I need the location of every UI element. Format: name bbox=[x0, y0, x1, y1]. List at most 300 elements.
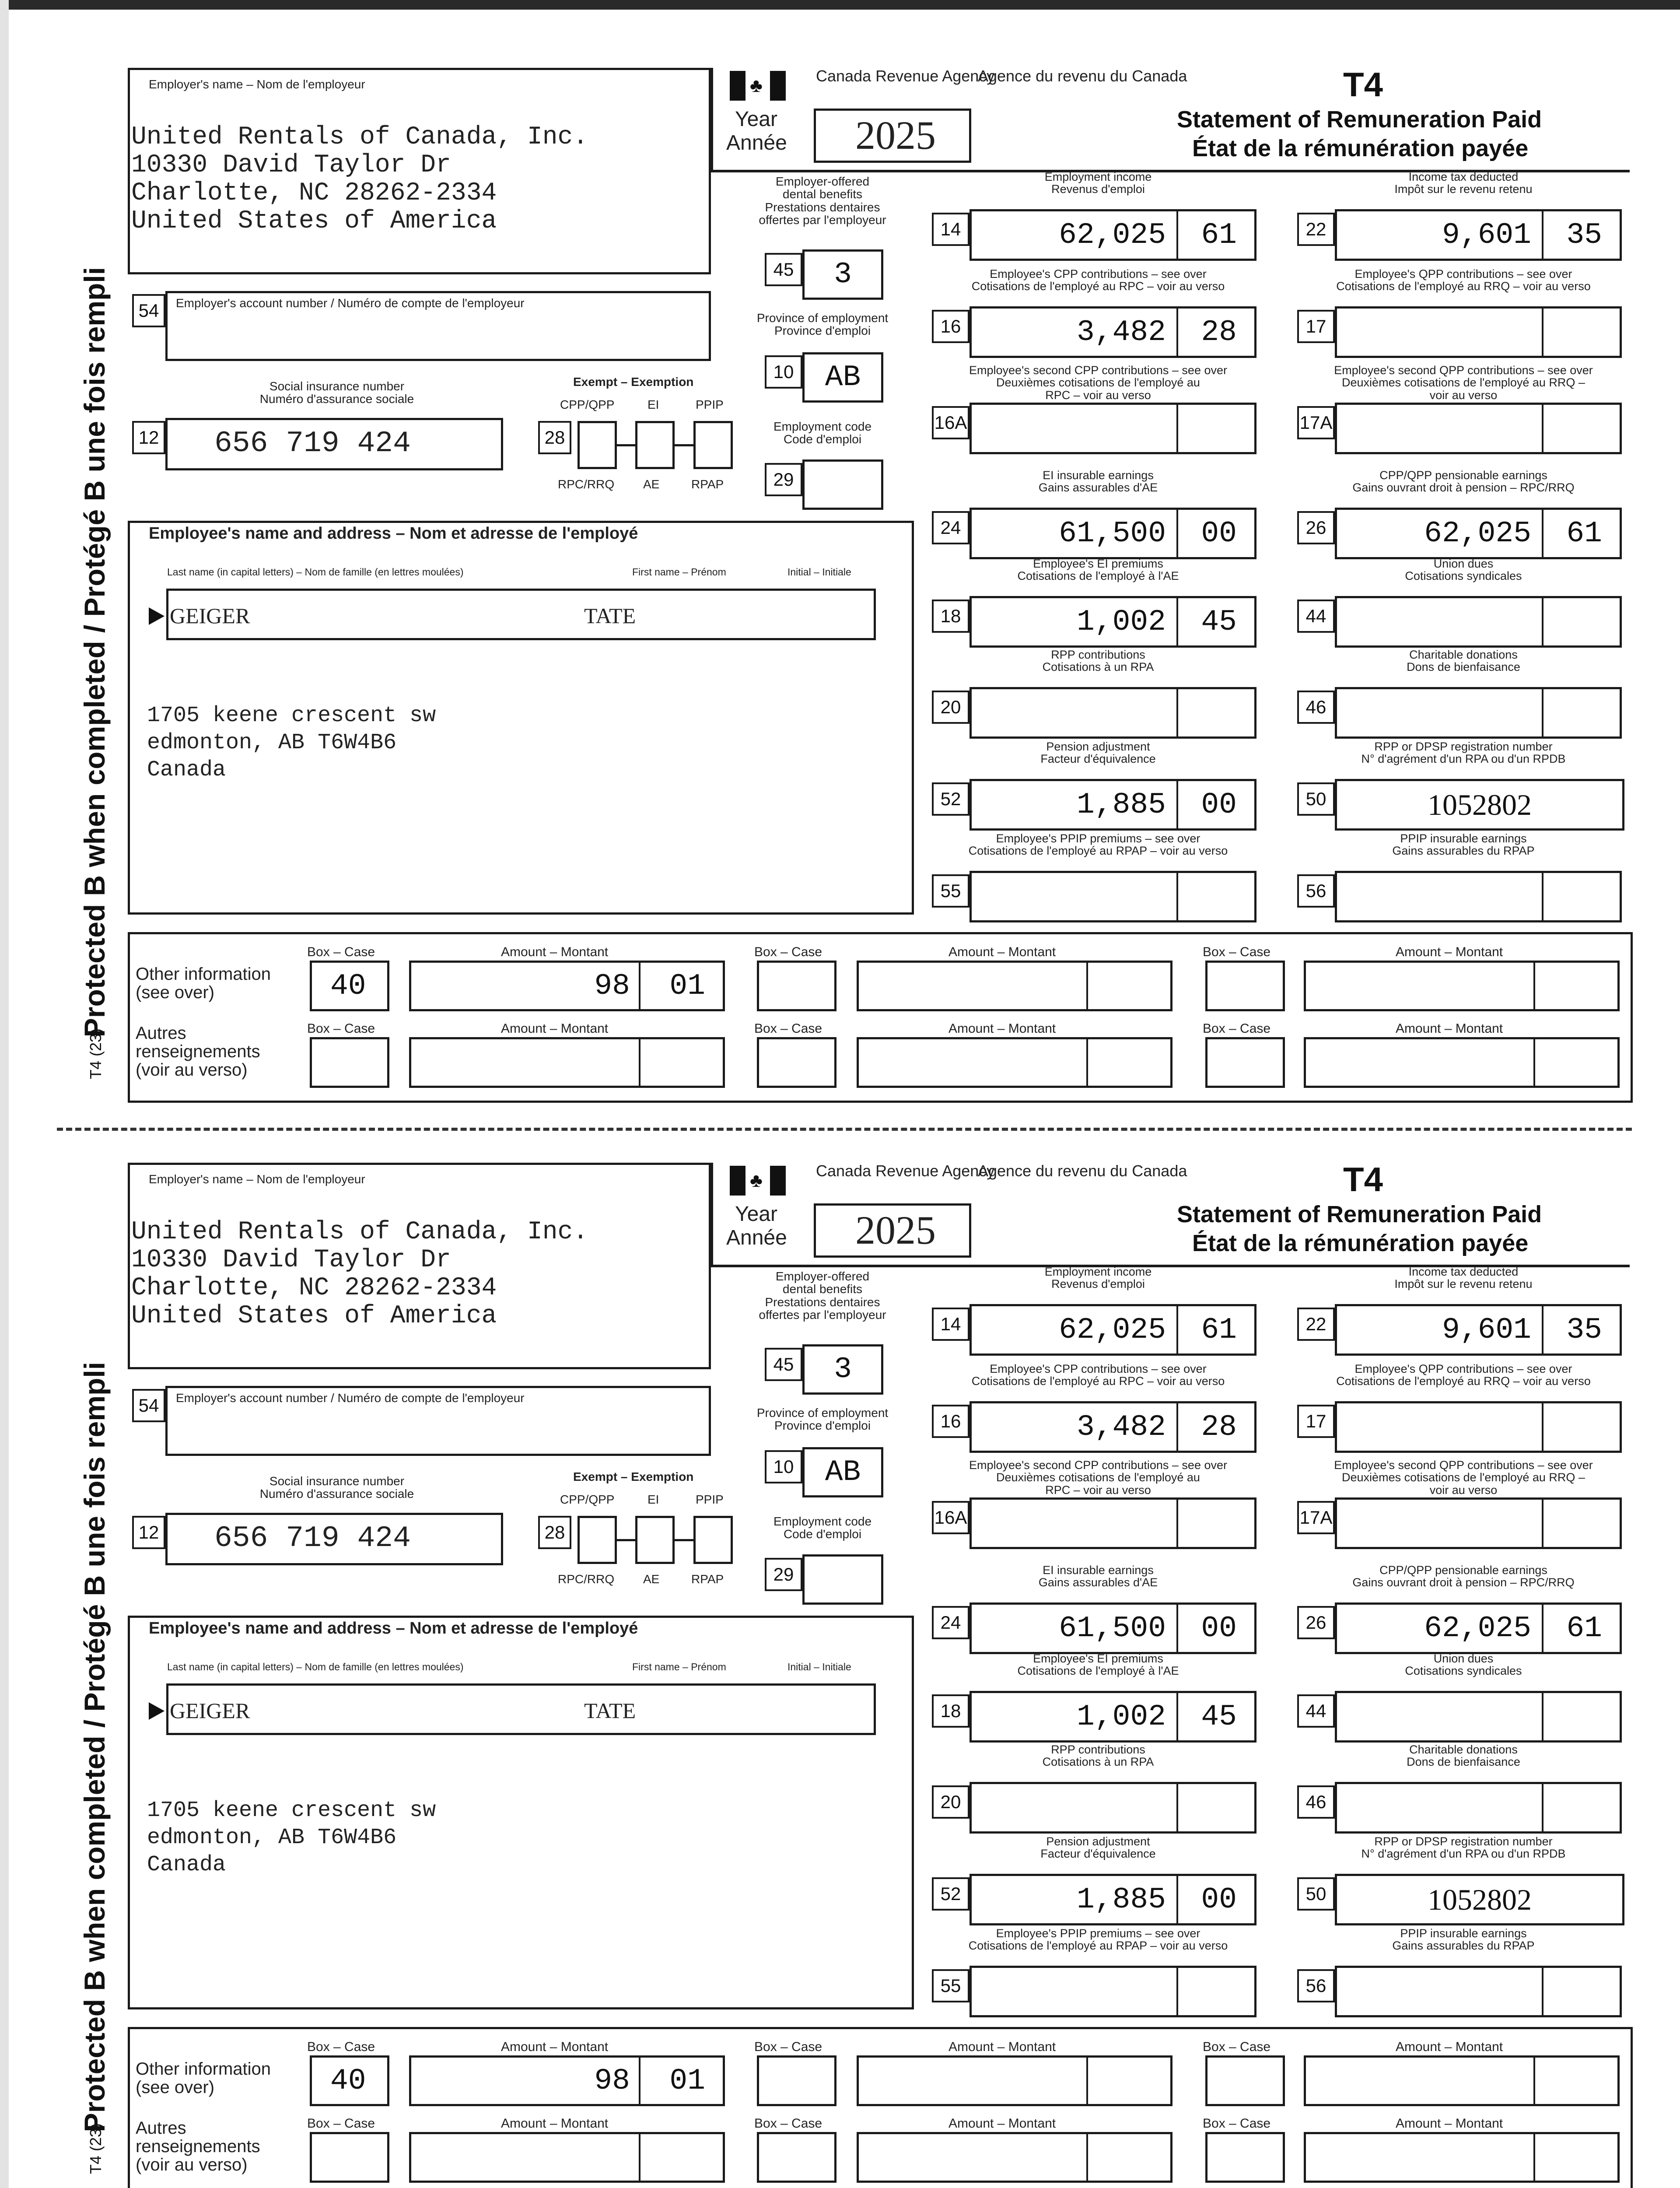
pension-adjustment-cents: 00 bbox=[1201, 1883, 1237, 1917]
cents-divider bbox=[1176, 1968, 1178, 2015]
exempt-cpp-checkbox[interactable] bbox=[578, 1516, 617, 1564]
first-name-label: First name – Prénom bbox=[632, 1661, 726, 1673]
income-tax-deducted-dollars: 9,601 bbox=[1442, 218, 1531, 252]
amount-label: Amount – Montant bbox=[948, 945, 1056, 959]
exempt-cpp-label: CPP/QPP bbox=[560, 1493, 615, 1506]
charitable-donations-field[interactable] bbox=[1335, 687, 1622, 739]
box-number-10: 10 bbox=[765, 355, 802, 389]
ppip-insurable-earnings-field[interactable] bbox=[1335, 1966, 1622, 2017]
cents-divider bbox=[1542, 1605, 1544, 1652]
box-case-label: Box – Case bbox=[1203, 945, 1271, 959]
other-info-box-code-field[interactable] bbox=[310, 1037, 389, 1088]
income-tax-deducted-label: Income tax deducted Impôt sur le revenu retenu bbox=[1394, 170, 1533, 196]
box-number-14: 14 bbox=[932, 1308, 970, 1341]
box-case-label: Box – Case bbox=[1203, 2116, 1271, 2131]
other-info-amount-dollars: 98 bbox=[594, 969, 630, 1003]
other-info-box-code-field[interactable] bbox=[1205, 1037, 1285, 1088]
agency-fr: Agence du revenu du Canada bbox=[978, 1162, 1187, 1180]
ei-premiums-dollars: 1,002 bbox=[1076, 1700, 1166, 1734]
box-number-17: 17 bbox=[1297, 1405, 1335, 1438]
employee-last-name: GEIGER bbox=[170, 603, 250, 628]
cents-divider bbox=[639, 2134, 640, 2181]
cents-divider bbox=[1176, 405, 1178, 452]
form-title-en: Statement of Remuneration Paid bbox=[1177, 106, 1542, 133]
cents-divider bbox=[1542, 1403, 1544, 1451]
ppip-premiums-field[interactable] bbox=[970, 1966, 1256, 2017]
sin-value: 656 719 424 bbox=[214, 1522, 411, 1555]
box-number-56: 56 bbox=[1297, 1969, 1335, 2002]
exempt-connector bbox=[617, 1539, 635, 1541]
qpp-contributions-label: Employee's QPP contributions – see over Cotisations de l'employé au RRQ – voir au verso bbox=[1336, 267, 1591, 293]
other-info-box-code-field[interactable] bbox=[1205, 2055, 1285, 2106]
other-info-box-code-field[interactable] bbox=[757, 961, 836, 1011]
exempt-cpp-checkbox[interactable] bbox=[578, 421, 617, 469]
box-number-26: 26 bbox=[1297, 1606, 1335, 1639]
t4-copy-bottom bbox=[0, 1095, 1680, 2180]
sin-label: Social insurance number Numéro d'assurance sociale bbox=[259, 379, 414, 406]
rpp-registration-number-value: 1052802 bbox=[1428, 1883, 1532, 1916]
cents-divider bbox=[1176, 873, 1178, 920]
pension-adjustment-field[interactable] bbox=[970, 779, 1256, 831]
other-info-label-en: Other information (see over) bbox=[136, 2059, 271, 2097]
year-label-fr: Année bbox=[726, 1226, 787, 1249]
box-number-14: 14 bbox=[932, 213, 970, 246]
pension-adjustment-field[interactable] bbox=[970, 1874, 1256, 1925]
agency-en: Canada Revenue Agency bbox=[816, 67, 995, 85]
exempt-connector bbox=[675, 444, 693, 446]
exempt-connector bbox=[617, 444, 635, 446]
second-cpp-contributions-field[interactable] bbox=[970, 1497, 1256, 1549]
employer-name-value: United Rentals of Canada, Inc. bbox=[131, 1218, 588, 1246]
rpp-registration-number-label: RPP or DPSP registration number N° d'agrément d'un RPA ou d'un RPDB bbox=[1361, 740, 1566, 766]
employer-address-line1: 10330 David Taylor Dr bbox=[131, 151, 451, 179]
other-info-box-code-field[interactable] bbox=[757, 2055, 836, 2106]
other-info-amount-field[interactable] bbox=[1304, 2132, 1620, 2183]
cents-divider bbox=[1176, 510, 1178, 557]
employee-last-name: GEIGER bbox=[170, 1698, 250, 1723]
protected-b-notice: Protected B when completed / Protégé B une fois rempli bbox=[78, 267, 111, 1038]
employee-address-line3: Canada bbox=[147, 757, 226, 782]
province-field[interactable] bbox=[802, 352, 883, 403]
cpp-contributions-label: Employee's CPP contributions – see over Cotisations de l'employé au RPC – voir au verso bbox=[971, 267, 1225, 293]
flag-bar-left bbox=[730, 71, 746, 101]
other-info-amount-field[interactable] bbox=[857, 1037, 1172, 1088]
box-case-label: Box – Case bbox=[754, 945, 822, 959]
pensionable-earnings-field[interactable] bbox=[1335, 508, 1622, 559]
cents-divider bbox=[1176, 1605, 1178, 1652]
employment-income-dollars: 62,025 bbox=[1059, 218, 1166, 252]
initial-label: Initial – Initiale bbox=[788, 566, 851, 578]
other-info-amount-dollars: 98 bbox=[594, 2064, 630, 2098]
pensionable-earnings-dollars: 62,025 bbox=[1424, 516, 1531, 551]
form-code-vertical: T4 (23) bbox=[87, 1028, 105, 1080]
year-label-fr: Année bbox=[726, 131, 787, 154]
ppip-insurable-earnings-label: PPIP insurable earnings Gains assurables du RPAP bbox=[1392, 832, 1535, 858]
box-number-52: 52 bbox=[932, 1877, 970, 1911]
amount-label: Amount – Montant bbox=[501, 2116, 609, 2131]
exempt-ei-label: EI bbox=[648, 1493, 659, 1506]
employer-account-label: Employer's account number / Numéro de compte de l'employeur bbox=[176, 296, 525, 310]
second-cpp-contributions-label: Employee's second CPP contributions – see over Deuxièmes cotisations de l'employé au RPC – voir au verso bbox=[969, 364, 1227, 402]
pensionable-earnings-cents: 61 bbox=[1566, 1611, 1602, 1645]
employer-name-label: Employer's name – Nom de l'employeur bbox=[149, 1172, 365, 1186]
employee-first-name: TATE bbox=[584, 1698, 636, 1723]
pensionable-earnings-cents: 61 bbox=[1566, 516, 1602, 551]
other-info-amount-cents: 01 bbox=[669, 969, 705, 1003]
pension-adjustment-label: Pension adjustment Facteur d'équivalence bbox=[1040, 740, 1156, 766]
box-number-20: 20 bbox=[932, 691, 970, 724]
form-title-fr: État de la rémunération payée bbox=[1192, 135, 1529, 161]
union-dues-field[interactable] bbox=[1335, 596, 1622, 648]
second-qpp-contributions-field[interactable] bbox=[1335, 403, 1622, 454]
box-number-16: 16 bbox=[932, 1405, 970, 1438]
form-title-en: Statement of Remuneration Paid bbox=[1177, 1201, 1542, 1227]
employer-address bbox=[131, 1218, 588, 1330]
cents-divider bbox=[1542, 211, 1544, 259]
cents-divider bbox=[1542, 1500, 1544, 1547]
cents-divider bbox=[1542, 1306, 1544, 1353]
year-value: 2025 bbox=[855, 1208, 936, 1252]
initial-label: Initial – Initiale bbox=[788, 1661, 851, 1673]
income-tax-deducted-field[interactable] bbox=[1335, 1304, 1622, 1356]
box-number-24: 24 bbox=[932, 1606, 970, 1639]
income-tax-deducted-field[interactable] bbox=[1335, 209, 1622, 261]
year-label-en: Year bbox=[735, 1203, 777, 1226]
other-info-box-code-field[interactable] bbox=[310, 2055, 389, 2106]
employer-address bbox=[131, 123, 588, 235]
province-label: Province of employment Province d'emploi bbox=[756, 1406, 889, 1433]
box-number-18: 18 bbox=[932, 1694, 970, 1728]
employment-income-label: Employment income Revenus d'emploi bbox=[1044, 170, 1152, 196]
cents-divider bbox=[1176, 1876, 1178, 1923]
exempt-rpc-label: RPC/RRQ bbox=[558, 1572, 615, 1586]
second-qpp-contributions-field[interactable] bbox=[1335, 1497, 1622, 1549]
ei-insurable-earnings-field[interactable] bbox=[970, 1602, 1256, 1654]
second-cpp-contributions-field[interactable] bbox=[970, 403, 1256, 454]
box-number-45: 45 bbox=[765, 1348, 802, 1381]
box-number-29: 29 bbox=[765, 1558, 802, 1591]
ei-premiums-cents: 45 bbox=[1201, 605, 1237, 639]
cents-divider bbox=[639, 2058, 640, 2104]
box-case-label: Box – Case bbox=[307, 945, 375, 959]
other-info-box-code-field[interactable] bbox=[310, 961, 389, 1011]
cents-divider bbox=[1542, 1784, 1544, 1831]
second-qpp-contributions-label: Employee's second QPP contributions – see over Deuxièmes cotisations de l'employé au RRQ – voir au verso bbox=[1334, 364, 1593, 402]
employee-name-label: Employee's name and address – Nom et adresse de l'employé bbox=[149, 1619, 638, 1637]
box-case-label: Box – Case bbox=[307, 2116, 375, 2131]
other-info-amount-field[interactable] bbox=[857, 961, 1172, 1011]
other-info-amount-field[interactable] bbox=[409, 2055, 725, 2106]
other-info-box-code-field[interactable] bbox=[1205, 961, 1285, 1011]
other-info-box-code-field[interactable] bbox=[310, 2132, 389, 2183]
other-info-label-fr: Autres renseignements (voir au verso) bbox=[136, 2118, 260, 2174]
rpp-contributions-field[interactable] bbox=[970, 1782, 1256, 1834]
cents-divider bbox=[1176, 1693, 1178, 1740]
box-number-10: 10 bbox=[765, 1450, 802, 1483]
amount-label: Amount – Montant bbox=[948, 2116, 1056, 2131]
exempt-ppip-checkbox[interactable] bbox=[693, 421, 733, 469]
cents-divider bbox=[1176, 309, 1178, 356]
amount-label: Amount – Montant bbox=[501, 1021, 609, 1036]
dental-benefits-field[interactable] bbox=[802, 249, 883, 300]
last-name-label: Last name (in capital letters) – Nom de famille (en lettres moulées) bbox=[167, 566, 464, 578]
box-case-label: Box – Case bbox=[307, 2040, 375, 2054]
protected-b-notice: Protected B when completed / Protégé B une fois rempli bbox=[78, 1362, 111, 2132]
employee-address-line1: 1705 keene crescent sw bbox=[147, 1798, 436, 1823]
employee-first-name: TATE bbox=[584, 603, 636, 628]
province-label: Province of employment Province d'emploi bbox=[756, 311, 889, 338]
cents-divider bbox=[1542, 1693, 1544, 1740]
qpp-contributions-label: Employee's QPP contributions – see over Cotisations de l'employé au RRQ – voir au verso bbox=[1336, 1362, 1591, 1388]
charitable-donations-label: Charitable donations Dons de bienfaisance bbox=[1407, 1743, 1520, 1769]
union-dues-label: Union dues Cotisations syndicales bbox=[1405, 1652, 1522, 1678]
form-code: T4 bbox=[1343, 65, 1383, 104]
exempt-cpp-label: CPP/QPP bbox=[560, 398, 615, 411]
qpp-contributions-field[interactable] bbox=[1335, 306, 1622, 358]
employment-code-field[interactable] bbox=[802, 459, 883, 510]
employee-name-field[interactable] bbox=[166, 589, 876, 640]
box-number-28: 28 bbox=[538, 421, 571, 454]
box-number-54: 54 bbox=[132, 1389, 165, 1422]
other-info-label-en: Other information (see over) bbox=[136, 964, 271, 1002]
second-qpp-contributions-label: Employee's second QPP contributions – see over Deuxièmes cotisations de l'employé au RRQ – voir au verso bbox=[1334, 1459, 1593, 1497]
ei-insurable-earnings-cents: 00 bbox=[1201, 516, 1237, 551]
employer-address-line2: Charlotte, NC 28262-2334 bbox=[131, 179, 497, 207]
box-number-17: 17 bbox=[1297, 310, 1335, 343]
employee-address-line3: Canada bbox=[147, 1852, 226, 1877]
employee-address bbox=[147, 702, 436, 784]
other-info-amount-field[interactable] bbox=[409, 1037, 725, 1088]
arrow-icon bbox=[149, 1702, 164, 1720]
pensionable-earnings-field[interactable] bbox=[1335, 1602, 1622, 1654]
employee-address-line2: edmonton, AB T6W4B6 bbox=[147, 1825, 397, 1850]
union-dues-field[interactable] bbox=[1335, 1691, 1622, 1743]
box-number-44: 44 bbox=[1297, 600, 1335, 633]
employment-income-field[interactable] bbox=[970, 209, 1256, 261]
other-info-amount-field[interactable] bbox=[857, 2055, 1172, 2106]
ei-premiums-cents: 45 bbox=[1201, 1700, 1237, 1734]
other-info-amount-field[interactable] bbox=[1304, 961, 1620, 1011]
employer-name-label: Employer's name – Nom de l'employeur bbox=[149, 77, 365, 91]
header-divider bbox=[711, 1163, 713, 1266]
ei-premiums-field[interactable] bbox=[970, 1691, 1256, 1743]
pension-adjustment-cents: 00 bbox=[1201, 788, 1237, 822]
other-info-box-code-field[interactable] bbox=[1205, 2132, 1285, 2183]
income-tax-deducted-cents: 35 bbox=[1566, 1313, 1602, 1347]
qpp-contributions-field[interactable] bbox=[1335, 1401, 1622, 1453]
cents-divider bbox=[1086, 2134, 1088, 2181]
cents-divider bbox=[1542, 309, 1544, 356]
other-info-box-code-field[interactable] bbox=[757, 1037, 836, 1088]
sin-value: 656 719 424 bbox=[214, 427, 411, 460]
box-number-22: 22 bbox=[1297, 213, 1335, 246]
box-number-16A: 16A bbox=[932, 406, 970, 439]
box-number-17A: 17A bbox=[1297, 406, 1335, 439]
employer-address-line3: United States of America bbox=[131, 1302, 497, 1330]
box-number-18: 18 bbox=[932, 600, 970, 633]
ei-premiums-dollars: 1,002 bbox=[1076, 605, 1166, 639]
charitable-donations-field[interactable] bbox=[1335, 1782, 1622, 1834]
other-info-amount-field[interactable] bbox=[857, 2132, 1172, 2183]
box-case-label: Box – Case bbox=[307, 1021, 375, 1036]
exempt-ae-label: AE bbox=[643, 477, 660, 491]
amount-label: Amount – Montant bbox=[948, 2040, 1056, 2054]
box-number-12: 12 bbox=[132, 421, 165, 454]
agency-en: Canada Revenue Agency bbox=[816, 1162, 995, 1180]
amount-label: Amount – Montant bbox=[501, 945, 609, 959]
last-name-label: Last name (in capital letters) – Nom de famille (en lettres moulées) bbox=[167, 1661, 464, 1673]
ppip-premiums-label: Employee's PPIP premiums – see over Cotisations de l'employé au RPAP – voir au verso bbox=[968, 832, 1228, 858]
pensionable-earnings-label: CPP/QPP pensionable earnings Gains ouvrant droit à pension – RPC/RRQ bbox=[1352, 1564, 1575, 1589]
employment-income-field[interactable] bbox=[970, 1304, 1256, 1356]
box-case-label: Box – Case bbox=[754, 2116, 822, 2131]
rpp-contributions-field[interactable] bbox=[970, 687, 1256, 739]
ppip-premiums-label: Employee's PPIP premiums – see over Cotisations de l'employé au RPAP – voir au verso bbox=[968, 1927, 1228, 1953]
employment-income-label: Employment income Revenus d'emploi bbox=[1044, 1265, 1152, 1291]
cpp-contributions-field[interactable] bbox=[970, 1401, 1256, 1453]
ei-insurable-earnings-dollars: 61,500 bbox=[1059, 1611, 1166, 1645]
rpp-registration-number-label: RPP or DPSP registration number N° d'agrément d'un RPA ou d'un RPDB bbox=[1361, 1835, 1566, 1861]
rpp-contributions-label: RPP contributions Cotisations à un RPA bbox=[1042, 1743, 1154, 1769]
form-code: T4 bbox=[1343, 1160, 1383, 1199]
box-number-16: 16 bbox=[932, 310, 970, 343]
cpp-contributions-field[interactable] bbox=[970, 306, 1256, 358]
exempt-ei-label: EI bbox=[648, 398, 659, 411]
box-number-12: 12 bbox=[132, 1516, 165, 1549]
other-info-amount-field[interactable] bbox=[409, 961, 725, 1011]
cents-divider bbox=[1533, 2134, 1535, 2181]
rpp-registration-number-field[interactable] bbox=[1335, 1874, 1624, 1925]
employee-address-line2: edmonton, AB T6W4B6 bbox=[147, 730, 397, 755]
employer-name-value: United Rentals of Canada, Inc. bbox=[131, 123, 588, 151]
exempt-ei-checkbox[interactable] bbox=[635, 421, 675, 469]
cents-divider bbox=[1542, 598, 1544, 645]
employee-address bbox=[147, 1797, 436, 1879]
arrow-icon bbox=[149, 607, 164, 625]
cents-divider bbox=[1176, 1403, 1178, 1451]
income-tax-deducted-dollars: 9,601 bbox=[1442, 1313, 1531, 1347]
ei-premiums-field[interactable] bbox=[970, 596, 1256, 648]
box-number-50: 50 bbox=[1297, 782, 1335, 816]
exempt-label: Exempt – Exemption bbox=[573, 375, 694, 389]
other-info-amount-field[interactable] bbox=[409, 2132, 725, 2183]
cents-divider bbox=[1176, 781, 1178, 828]
dental-benefits-value: 3 bbox=[834, 1353, 852, 1386]
amount-label: Amount – Montant bbox=[1396, 1021, 1503, 1036]
box-number-52: 52 bbox=[932, 782, 970, 816]
other-info-amount-cents: 01 bbox=[669, 2064, 705, 2098]
employment-code-field[interactable] bbox=[802, 1554, 883, 1605]
employee-address-line1: 1705 keene crescent sw bbox=[147, 703, 436, 728]
box-number-54: 54 bbox=[132, 294, 165, 327]
rpp-registration-number-value: 1052802 bbox=[1428, 788, 1532, 821]
form-code-vertical: T4 (23) bbox=[87, 2123, 105, 2174]
exempt-rpap-label: RPAP bbox=[691, 1572, 724, 1586]
cents-divider bbox=[1542, 1968, 1544, 2015]
other-info-box-code-field[interactable] bbox=[757, 2132, 836, 2183]
cpp-contributions-dollars: 3,482 bbox=[1076, 315, 1166, 349]
ppip-premiums-field[interactable] bbox=[970, 871, 1256, 922]
box-number-44: 44 bbox=[1297, 1694, 1335, 1728]
other-info-amount-field[interactable] bbox=[1304, 1037, 1620, 1088]
cents-divider bbox=[1176, 689, 1178, 736]
box-number-29: 29 bbox=[765, 463, 802, 496]
dental-benefits-field[interactable] bbox=[802, 1344, 883, 1395]
box-case-label: Box – Case bbox=[1203, 1021, 1271, 1036]
ppip-insurable-earnings-field[interactable] bbox=[1335, 871, 1622, 922]
ei-insurable-earnings-field[interactable] bbox=[970, 508, 1256, 559]
pension-adjustment-dollars: 1,885 bbox=[1076, 788, 1166, 822]
ei-insurable-earnings-label: EI insurable earnings Gains assurables d'AE bbox=[1038, 1564, 1158, 1589]
first-name-label: First name – Prénom bbox=[632, 566, 726, 578]
ei-insurable-earnings-label: EI insurable earnings Gains assurables d'AE bbox=[1038, 469, 1158, 494]
cents-divider bbox=[1086, 963, 1088, 1009]
cpp-contributions-cents: 28 bbox=[1201, 315, 1237, 349]
cents-divider bbox=[639, 1039, 640, 1086]
pensionable-earnings-label: CPP/QPP pensionable earnings Gains ouvrant droit à pension – RPC/RRQ bbox=[1352, 469, 1575, 494]
exempt-ei-checkbox[interactable] bbox=[635, 1516, 675, 1564]
ei-insurable-earnings-dollars: 61,500 bbox=[1059, 516, 1166, 551]
amount-label: Amount – Montant bbox=[948, 1021, 1056, 1036]
union-dues-label: Union dues Cotisations syndicales bbox=[1405, 557, 1522, 583]
box-number-45: 45 bbox=[765, 253, 802, 286]
charitable-donations-label: Charitable donations Dons de bienfaisance bbox=[1407, 648, 1520, 674]
pension-adjustment-label: Pension adjustment Facteur d'équivalence bbox=[1040, 1835, 1156, 1861]
cents-divider bbox=[639, 963, 640, 1009]
cents-divider bbox=[1176, 1306, 1178, 1353]
box-number-26: 26 bbox=[1297, 511, 1335, 544]
other-info-label-fr: Autres renseignements (voir au verso) bbox=[136, 1024, 260, 1080]
ei-insurable-earnings-cents: 00 bbox=[1201, 1611, 1237, 1645]
cpp-contributions-dollars: 3,482 bbox=[1076, 1410, 1166, 1444]
box-number-56: 56 bbox=[1297, 874, 1335, 908]
cpp-contributions-label: Employee's CPP contributions – see over Cotisations de l'employé au RPC – voir au verso bbox=[971, 1362, 1225, 1388]
header-divider bbox=[711, 68, 713, 171]
other-info-box-code: 40 bbox=[330, 969, 366, 1003]
box-case-label: Box – Case bbox=[754, 1021, 822, 1036]
employment-code-label: Employment code Code d'emploi bbox=[773, 1515, 872, 1541]
employer-address-line1: 10330 David Taylor Dr bbox=[131, 1246, 451, 1274]
exempt-ppip-label: PPIP bbox=[696, 1493, 724, 1506]
amount-label: Amount – Montant bbox=[501, 2040, 609, 2054]
box-number-28: 28 bbox=[538, 1516, 571, 1549]
amount-label: Amount – Montant bbox=[1396, 2116, 1503, 2131]
exempt-ppip-checkbox[interactable] bbox=[693, 1516, 733, 1564]
employee-name-field[interactable] bbox=[166, 1683, 876, 1735]
other-info-box-code: 40 bbox=[330, 2064, 366, 2098]
cents-divider bbox=[1542, 689, 1544, 736]
province-field[interactable] bbox=[802, 1447, 883, 1497]
income-tax-deducted-label: Income tax deducted Impôt sur le revenu retenu bbox=[1394, 1265, 1533, 1291]
rpp-registration-number-field[interactable] bbox=[1335, 779, 1624, 831]
flag-bar-right bbox=[770, 1166, 786, 1196]
maple-leaf-icon: ♣ bbox=[750, 1170, 763, 1191]
employer-account-label: Employer's account number / Numéro de compte de l'employeur bbox=[176, 1391, 525, 1405]
year-value: 2025 bbox=[855, 113, 936, 158]
cents-divider bbox=[1176, 1500, 1178, 1547]
amount-label: Amount – Montant bbox=[1396, 2040, 1503, 2054]
province-value: AB bbox=[825, 361, 861, 394]
t4-copy-top bbox=[0, 0, 1680, 1085]
dental-benefits-value: 3 bbox=[834, 258, 852, 291]
box-number-55: 55 bbox=[932, 1969, 970, 2002]
flag-bar-left bbox=[730, 1166, 746, 1196]
ppip-insurable-earnings-label: PPIP insurable earnings Gains assurables du RPAP bbox=[1392, 1927, 1535, 1953]
box-number-55: 55 bbox=[932, 874, 970, 908]
box-number-46: 46 bbox=[1297, 1785, 1335, 1819]
other-info-amount-field[interactable] bbox=[1304, 2055, 1620, 2106]
employee-name-label: Employee's name and address – Nom et adresse de l'employé bbox=[149, 524, 638, 543]
